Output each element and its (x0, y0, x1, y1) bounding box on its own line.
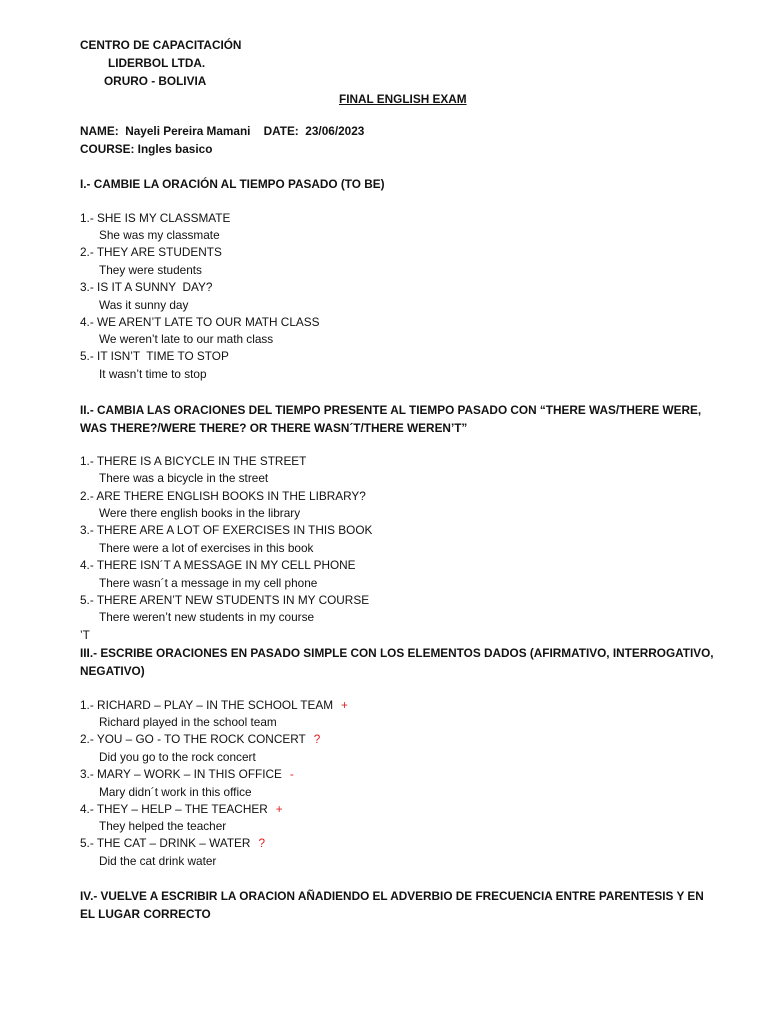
section-4-heading: IV.- VUELVE A ESCRIBIR LA ORACION AÑADIENDO EL ADVERBIO DE FRECUENCIA ENTRE PARENTESIS Y EN EL LUGAR CORRECTO (80, 889, 704, 921)
section-3-question (80, 766, 294, 782)
affirmative-mark: + (341, 698, 348, 712)
section-3-heading: III.- ESCRIBE ORACIONES EN PASADO SIMPLE CON LOS ELEMENTOS DADOS (AFIRMATIVO, INTERROGATIVO, NEGATIVO) (80, 646, 714, 678)
section-1-answer: They were students (99, 263, 202, 277)
interrogative-mark: ? (258, 836, 265, 850)
section-2-answer: There weren’t new students in my course (99, 610, 315, 624)
section-2-heading: II.- CAMBIA LAS ORACIONES DEL TIEMPO PRESENTE AL TIEMPO PASADO CON “THERE WAS/THERE WERE, WAS THERE?/WERE THERE? OR THERE WASN´T/THERE WEREN’T” (80, 403, 702, 435)
section-3-question-text: 2.- YOU – GO - TO THE ROCK CONCERT (80, 732, 306, 746)
section-3-question (80, 731, 320, 747)
section-1-heading: I.- CAMBIE LA ORACIÓN AL TIEMPO PASADO (TO BE) (80, 177, 385, 191)
student-name-date: NAME: Nayeli Pereira Mamani DATE: 23/06/2023 (80, 124, 365, 138)
section-3-question-text: 4.- THEY – HELP – THE TEACHER (80, 802, 268, 816)
affirmative-mark: + (275, 802, 283, 816)
section-3-question-text: 3.- MARY – WORK – IN THIS OFFICE (80, 767, 282, 781)
section-2-answer: There was a bicycle in the street (99, 471, 269, 485)
section-3-answer: Richard played in the school team (99, 715, 277, 729)
section-3-answer: Did the cat drink water (99, 854, 217, 868)
section-1-question: 1.- SHE IS MY CLASSMATE (80, 211, 231, 225)
section-2-question: 3.- THERE ARE A LOT OF EXERCISES IN THIS BOOK (80, 523, 373, 537)
section-3-answer: Mary didn´t work in this office (99, 785, 252, 799)
section-1-answer: It wasn’t time to stop (99, 367, 207, 381)
section-2-question: 2.- ARE THERE ENGLISH BOOKS IN THE LIBRARY? (80, 489, 366, 503)
section-1-answer: We weren’t late to our math class (99, 332, 274, 346)
section-1-question: 5.- IT ISN’T TIME TO STOP (80, 349, 229, 363)
location: ORURO - BOLIVIA (104, 74, 207, 88)
section-1-question: 4.- WE AREN’T LATE TO OUR MATH CLASS (80, 315, 320, 329)
negative-mark: - (289, 767, 294, 781)
section-3-answer: They helped the teacher (99, 819, 227, 833)
section-1-question: 2.- THEY ARE STUDENTS (80, 245, 222, 259)
section-2-answer: There wasn´t a message in my cell phone (99, 576, 318, 590)
section-3-question-text: 1.- RICHARD – PLAY – IN THE SCHOOL TEAM (80, 698, 334, 712)
section-1-answer: Was it sunny day (99, 298, 189, 312)
section-2-question: 4.- THERE ISN´T A MESSAGE IN MY CELL PHONE (80, 558, 356, 572)
section-3-answer: Did you go to the rock concert (99, 750, 256, 764)
exam-title: FINAL ENGLISH EXAM (339, 92, 467, 106)
section-3-question (80, 835, 265, 851)
section-2-answer: Were there english books in the library (99, 506, 301, 520)
section-2-answer: There were a lot of exercises in this book (99, 541, 314, 555)
course-line: COURSE: Ingles basico (80, 142, 213, 156)
section-3-question (80, 697, 348, 713)
institution-name: CENTRO DE CAPACITACIÓN (80, 38, 242, 52)
company-name: LIDERBOL LTDA. (108, 56, 206, 70)
section-3-question (80, 801, 283, 817)
section-2-question: 5.- THERE AREN’T NEW STUDENTS IN MY COURSE (80, 593, 370, 607)
section-2-question: 1.- THERE IS A BICYCLE IN THE STREET (80, 454, 307, 468)
section-1-question: 3.- IS IT A SUNNY DAY? (80, 280, 213, 294)
section-1-answer: She was my classmate (99, 228, 220, 242)
interrogative-mark: ? (313, 732, 321, 746)
section-3-question-text: 5.- THE CAT – DRINK – WATER (80, 836, 251, 850)
stray-text: ’T (80, 628, 90, 642)
